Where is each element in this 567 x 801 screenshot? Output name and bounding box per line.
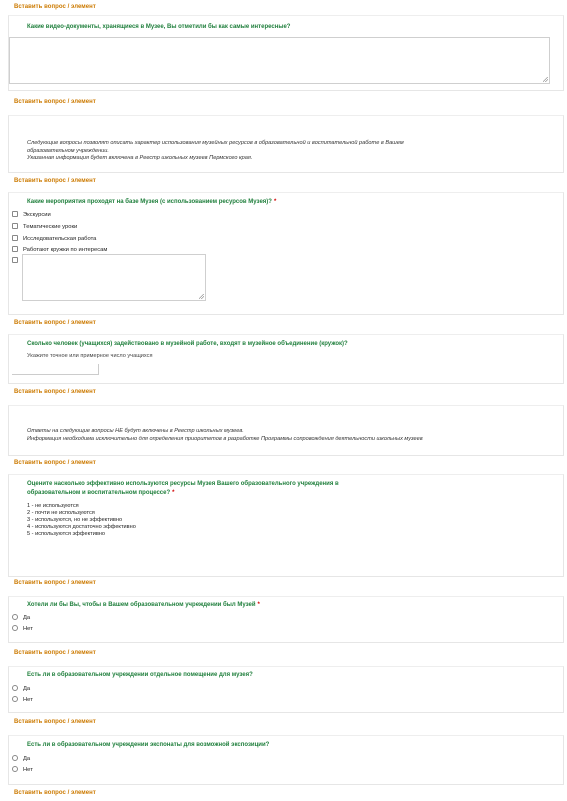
radio[interactable]: [12, 696, 18, 702]
checkbox[interactable]: [12, 223, 18, 229]
scale-item: 3 - используются, но не эффективно: [27, 517, 123, 523]
required-marker: *: [273, 199, 277, 205]
radio[interactable]: [12, 766, 18, 772]
info-text-1: [27, 140, 404, 163]
insert-question-link[interactable]: Вставить вопрос / элемент: [14, 4, 96, 10]
option-clubs[interactable]: [12, 246, 107, 254]
option-no[interactable]: [12, 625, 33, 633]
resize-grip-icon[interactable]: [543, 77, 548, 82]
radio[interactable]: [12, 755, 18, 761]
scale-item: 2 - почти не используются: [27, 510, 95, 516]
info-text-2: [27, 428, 423, 443]
option-label: Экскурсии: [23, 212, 51, 218]
other-answer-textarea[interactable]: [22, 254, 206, 301]
question-effect-title: [27, 480, 339, 498]
option-research[interactable]: [12, 235, 96, 243]
scale-item: 5 - используются эффективно: [27, 531, 105, 537]
option-label: Нет: [23, 767, 33, 773]
question-text: образовательном и воспитательном процессе?: [27, 490, 171, 496]
question-want-title: [27, 601, 260, 610]
scale-item: 1 - не используются: [27, 503, 79, 509]
option-lessons[interactable]: [12, 223, 77, 231]
radio[interactable]: [12, 625, 18, 631]
question-events-title: [27, 198, 276, 207]
info-line: Информация необходима исключительно для определения приоритетов в разработке Программы сопровождения деятельности школьных музеев: [27, 435, 423, 442]
resize-grip-icon[interactable]: [199, 294, 204, 299]
effect-scale-list: [27, 503, 136, 538]
insert-question-link[interactable]: Вставить вопрос / элемент: [14, 99, 96, 105]
option-no[interactable]: [12, 766, 33, 774]
option-label: Да: [23, 756, 31, 762]
insert-question-link[interactable]: Вставить вопрос / элемент: [14, 460, 96, 466]
info-line: образовательном учреждении.: [27, 147, 109, 154]
checkbox[interactable]: [12, 257, 18, 263]
option-label: Исследовательская работа: [23, 236, 97, 242]
question-text: Какие мероприятия проходят на базе Музея (с использованием ресурсов Музея)?: [27, 199, 272, 205]
checkbox[interactable]: [12, 246, 18, 252]
checkbox[interactable]: [12, 211, 18, 217]
option-yes[interactable]: [12, 685, 30, 693]
insert-question-link[interactable]: Вставить вопрос / элемент: [14, 650, 96, 656]
option-label: Да: [23, 686, 31, 692]
insert-question-link[interactable]: Вставить вопрос / элемент: [14, 580, 96, 586]
question-room-title: Есть ли в образовательном учреждении отдельное помещение для музея?: [27, 672, 253, 678]
question-storage-title: Есть ли в образовательном учреждении экспонаты для возможной экспозиции?: [27, 742, 270, 748]
radio[interactable]: [12, 614, 18, 620]
option-label: Нет: [23, 626, 33, 632]
people-hint: Укажите точное или примерное число учащихся: [27, 353, 153, 359]
option-label: Тематические уроки: [23, 224, 78, 230]
option-excursions[interactable]: [12, 211, 51, 219]
insert-question-link[interactable]: Вставить вопрос / элемент: [14, 719, 96, 725]
question-video-title: Какие видео-документы, хранящиеся в Музее, Вы отметили бы как самые интересные?: [27, 24, 291, 30]
people-input[interactable]: [12, 364, 99, 375]
info-line: Следующие вопросы позволят описать характер использования музейных ресурсов в образовательной и воспитательной работе в Вашем: [27, 140, 404, 146]
info-line: Указанная информация будет включена в Реестр школьных музеев Пермского края.: [27, 155, 253, 161]
insert-question-link[interactable]: Вставить вопрос / элемент: [14, 320, 96, 326]
option-label: Нет: [23, 697, 33, 703]
option-no[interactable]: [12, 696, 33, 704]
question-text: Хотели ли бы Вы, чтобы в Вашем образовательном учреждении был Музей: [27, 602, 256, 608]
insert-question-link[interactable]: Вставить вопрос / элемент: [14, 790, 96, 796]
option-label: Работают кружки по интересам: [23, 247, 108, 253]
option-yes[interactable]: [12, 614, 30, 622]
question-people-title: Сколько человек (учащихся) задействовано в музейной работе, входят в музейное объединение (кружок)?: [27, 341, 348, 347]
checkbox[interactable]: [12, 235, 18, 241]
insert-question-link[interactable]: Вставить вопрос / элемент: [14, 389, 96, 395]
scale-item: 4 - используются достаточно эффективно: [27, 524, 136, 530]
question-text: Оцените насколько эффективно используются ресурсы Музея Вашего образовательного учреждения в: [27, 481, 339, 487]
radio[interactable]: [12, 685, 18, 691]
insert-question-link[interactable]: Вставить вопрос / элемент: [14, 178, 96, 184]
option-yes[interactable]: [12, 755, 30, 763]
info-line: Ответы на следующие вопросы НЕ будут включены в Реестр школьных музеев.: [27, 428, 244, 434]
required-marker: *: [257, 602, 260, 608]
video-answer-textarea[interactable]: [9, 37, 550, 84]
option-label: Да: [23, 615, 31, 621]
required-marker: *: [172, 490, 175, 496]
